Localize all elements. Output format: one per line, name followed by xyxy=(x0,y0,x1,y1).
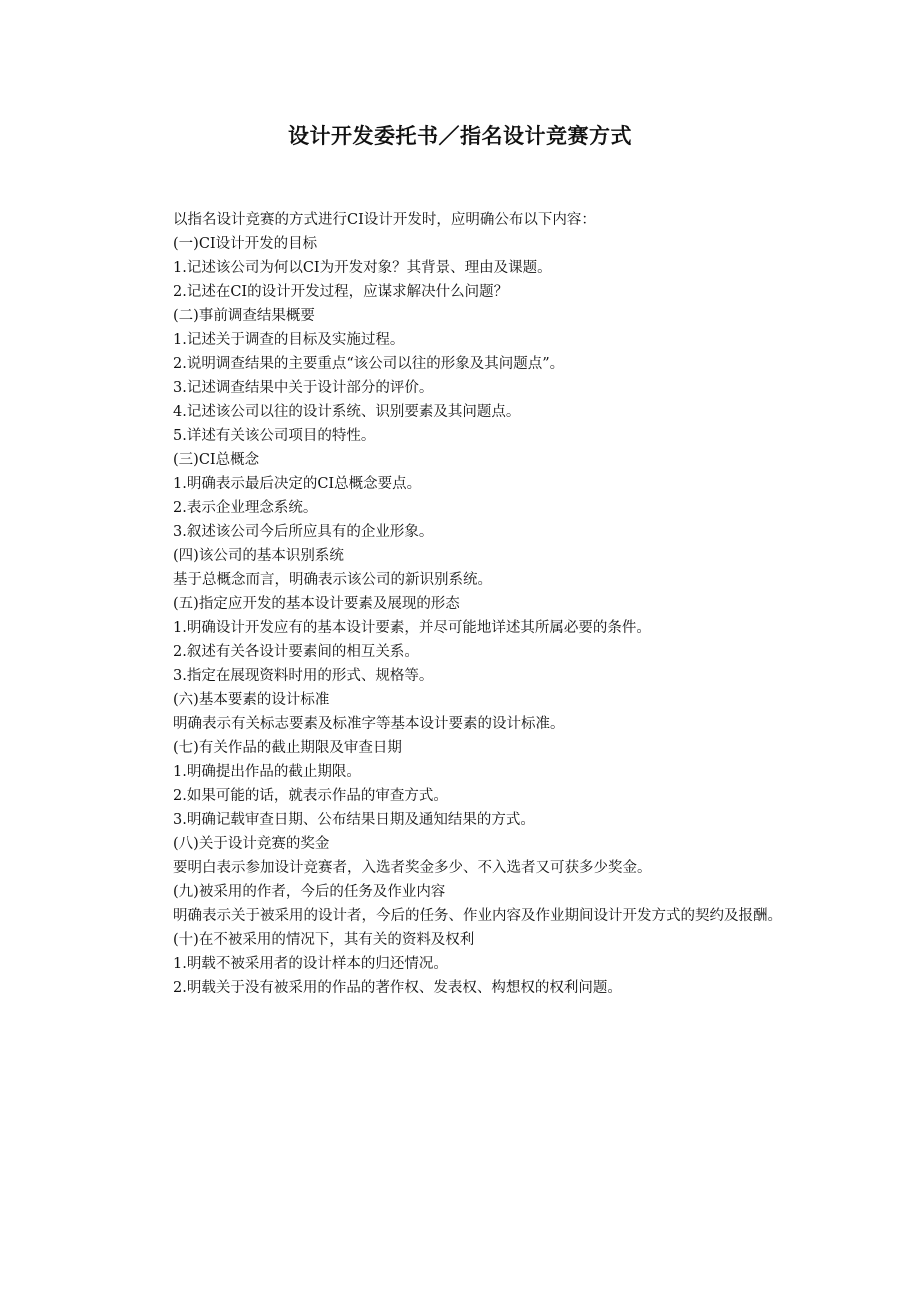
section-heading: (十)在不被采用的情况下，其有关的资料及权利 xyxy=(173,932,475,948)
text-line: 4.记述该公司以往的设计系统、识别要素及其问题点。 xyxy=(173,404,521,420)
text-line: 2.如果可能的话，就表示作品的审查方式。 xyxy=(173,788,448,804)
section-heading: (五)指定应开发的基本设计要素及展现的形态 xyxy=(173,596,460,612)
section-heading: (六)基本要素的设计标准 xyxy=(173,692,330,708)
text-line: 2.表示企业理念系统。 xyxy=(173,500,318,516)
text-line: 1.记述关于调查的目标及实施过程。 xyxy=(173,332,405,348)
section-heading: (三)CI总概念 xyxy=(173,452,260,468)
section-heading: (九)被采用的作者，今后的任务及作业内容 xyxy=(173,884,446,900)
text-line: 1.记述该公司为何以CI为开发对象？其背景、理由及课题。 xyxy=(173,260,552,276)
text-line: 2.记述在CI的设计开发过程，应谋求解决什么问题？ xyxy=(173,284,509,300)
text-line: 3.叙述该公司今后所应具有的企业形象。 xyxy=(173,524,434,540)
section-heading: (七)有关作品的截止期限及审查日期 xyxy=(173,740,402,756)
section-heading: (四)该公司的基本识别系统 xyxy=(173,548,344,564)
document-title: 设计开发委托书／指名设计竞赛方式 xyxy=(288,124,632,148)
text-line: 1.明载不被采用者的设计样本的归还情况。 xyxy=(173,956,448,972)
text-line: 1.明确表示最后决定的CI总概念要点。 xyxy=(173,476,422,492)
text-line: 1.明确设计开发应有的基本设计要素，并尽可能地详述其所属必要的条件。 xyxy=(173,620,651,636)
wrapped-paragraph: 明确表示关于被采用的设计者，今后的任务、作业内容及作业期间设计开发方式的契约及报酬。 xyxy=(173,908,782,924)
text-line: 2.明载关于没有被采用的作品的著作权、发表权、构想权的权利问题。 xyxy=(173,980,622,996)
text-line: 3.记述调查结果中关于设计部分的评价。 xyxy=(173,380,434,396)
text-line: 要明白表示参加设计竞赛者，入选者奖金多少、不入选者又可获多少奖金。 xyxy=(173,860,652,876)
text-line: 明确表示有关标志要素及标准字等基本设计要素的设计标准。 xyxy=(173,716,565,732)
text-line: 2.叙述有关各设计要素间的相互关系。 xyxy=(173,644,419,660)
text-line: 1.明确提出作品的截止期限。 xyxy=(173,764,361,780)
section-heading: (二)事前调查结果概要 xyxy=(173,308,315,324)
section-heading: (八)关于设计竞赛的奖金 xyxy=(173,836,330,852)
text-line: 3.明确记载审查日期、公布结果日期及通知结果的方式。 xyxy=(173,812,535,828)
text-line: 3.指定在展现资料时用的形式、规格等。 xyxy=(173,668,434,684)
section-heading: (一)CI设计开发的目标 xyxy=(173,236,318,252)
text-line: 5.详述有关该公司项目的特性。 xyxy=(173,428,376,444)
text-line: 基于总概念而言，明确表示该公司的新识别系统。 xyxy=(173,572,492,588)
text-line: 2.说明调查结果的主要重点“该公司以往的形象及其问题点”。 xyxy=(173,356,565,372)
text-line: 以指名设计竞赛的方式进行CI设计开发时，应明确公布以下内容： xyxy=(173,212,596,228)
document-body xyxy=(140,208,785,1000)
